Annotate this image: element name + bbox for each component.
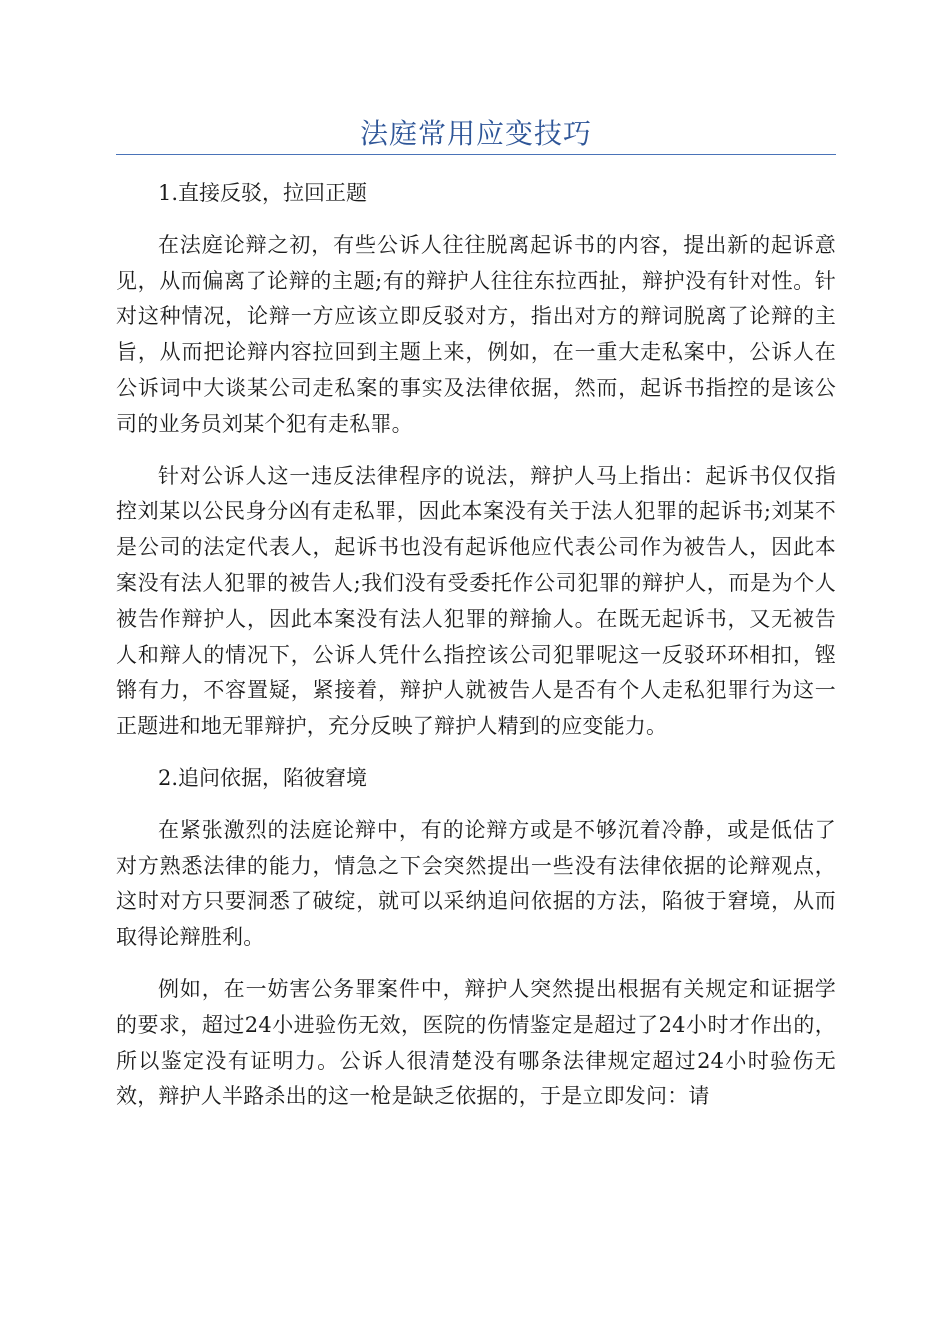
paragraph: 例如，在一妨害公务罪案件中，辩护人突然提出根据有关规定和证据学的要求，超过24小进验伤无效，医院的伤情鉴定是超过了24小时才作出的，所以鉴定没有证明力。公诉人很清楚没有哪条法律规定超过24小时验伤无效，辩护人半路杀出的这一枪是缺乏依据的，于是立即发问：请 <box>116 976 836 1109</box>
section-heading: 2.追问依据，陷彼窘境 <box>158 765 368 790</box>
document-title: 法庭常用应变技巧 <box>359 117 592 150</box>
paragraph: 在法庭论辩之初，有些公诉人往往脱离起诉书的内容，提出新的起诉意见，从而偏离了论辩的主题;有的辩护人往往东拉西扯，辩护没有针对性。针对这种情况，论辩一方应该立即反驳对方，指出对方的辩词脱离了论辩的主旨，从而把论辩内容拉回到主题上来，例如，在一重大走私案中，公诉人在公诉词中大谈某公司走私案的事实及法律依据，然而，起诉书指控的是该公司的业务员刘某个犯有走私罪。 <box>116 232 836 436</box>
document-body <box>116 176 836 1131</box>
paragraph: 在紧张激烈的法庭论辩中，有的论辩方或是不够沉着冷静，或是低估了对方熟悉法律的能力，情急之下会突然提出一些没有法律依据的论辩观点，这时对方只要洞悉了破绽，就可以采纳追问依据的方法，陷彼于窘境，从而取得论辩胜利。 <box>116 817 836 950</box>
paragraph: 针对公诉人这一违反法律程序的说法，辩护人马上指出：起诉书仅仅指控刘某以公民身分凶有走私罪，因此本案没有关于法人犯罪的起诉书;刘某不是公司的法定代表人，起诉书也没有起诉他应代表公司作为被告人，因此本案没有法人犯罪的被告人;我们没有受委托作公司犯罪的辩护人，而是为个人被告作辩护人，因此本案没有法人犯罪的辩揄人。在既无起诉书，又无被告人和辩人的情况下，公诉人凭什么指控该公司犯罪呢这一反驳环环相扣，铿锵有力，不容置疑，紧接着，辩护人就被告人是否有个人走私犯罪行为这一正题进和地无罪辩护，充分反映了辩护人精到的应变能力。 <box>116 463 836 739</box>
title-divider <box>116 154 836 155</box>
section-heading: 1.直接反驳，拉回正题 <box>158 181 368 205</box>
